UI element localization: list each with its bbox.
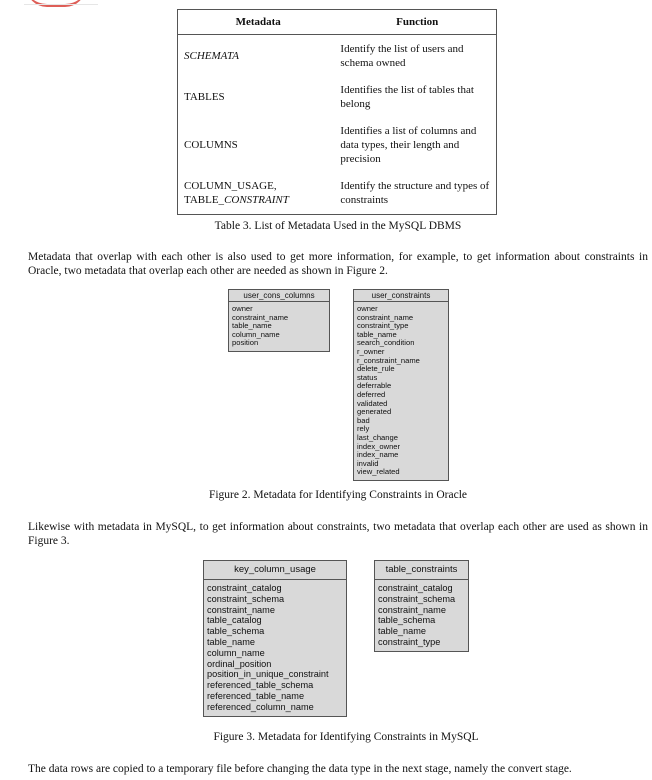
table-row bbox=[178, 117, 497, 173]
entity-field: table_name bbox=[357, 329, 397, 339]
entity-field: constraint_catalog bbox=[207, 583, 282, 593]
metadata-cell: SCHEMATA bbox=[184, 49, 239, 62]
entity-field: owner bbox=[357, 304, 378, 313]
entity-field: invalid bbox=[357, 458, 379, 468]
entity-field: table_name bbox=[232, 321, 272, 331]
entity-field: table_schema bbox=[207, 626, 265, 637]
paragraph: The data rows are copied to a temporary file before changing the data type in the next stage, namely the convert stage. bbox=[28, 763, 572, 775]
table-header-row bbox=[178, 10, 497, 35]
entity-field: index_name bbox=[357, 450, 399, 460]
entity-field: search_condition bbox=[357, 338, 415, 348]
entity-field: bad bbox=[357, 415, 370, 425]
entity-field: r_owner bbox=[357, 346, 385, 356]
entity-field: owner bbox=[232, 304, 253, 313]
entity-title: user_cons_columns bbox=[229, 290, 329, 302]
entity-user-constraints bbox=[353, 289, 449, 481]
entity-table-constraints bbox=[374, 560, 469, 652]
function-cell: Identify the list of users and schema owned bbox=[340, 42, 464, 69]
entity-field: table_schema bbox=[378, 615, 436, 626]
entity-field: constraint_name bbox=[207, 604, 275, 615]
figure-caption: Figure 2. Metadata for Identifying Constraints in Oracle bbox=[208, 489, 468, 501]
paragraph: Likewise with metadata in MySQL, to get information about constraints, two metadata that overlap each other are used as shown in Figure 3. bbox=[28, 521, 648, 547]
metadata-table bbox=[177, 9, 497, 215]
entity-field: validated bbox=[357, 398, 388, 408]
entity-field: table_name bbox=[378, 626, 427, 637]
entity-field: status bbox=[357, 372, 378, 382]
function-cell: Identifies the list of tables that belong bbox=[340, 83, 474, 110]
metadata-cell: TABLES bbox=[184, 90, 225, 103]
header-divider bbox=[24, 4, 98, 5]
paragraph: Metadata that overlap with each other is also used to get more information, for example, to get information about constraints in Oracle, two metadata that overlap each other are needed as shown in Figure 2. bbox=[28, 251, 648, 277]
entity-key-column-usage bbox=[203, 560, 347, 717]
entity-field: column_name bbox=[232, 329, 280, 339]
entity-field: referenced_table_name bbox=[207, 690, 305, 701]
entity-field: constraint_name bbox=[357, 312, 414, 322]
metadata-cell: COLUMNS bbox=[184, 138, 238, 151]
entity-field: position_in_unique_constraint bbox=[207, 669, 329, 680]
entity-field: view_related bbox=[357, 467, 400, 477]
entity-field-list bbox=[375, 580, 468, 648]
table-row bbox=[178, 35, 497, 77]
entity-field-list bbox=[354, 302, 448, 477]
entity-field: deferred bbox=[357, 389, 386, 399]
figure-caption: Figure 3. Metadata for Identifying Constraints in MySQL bbox=[213, 731, 479, 743]
function-cell: Identify the structure and types of constraints bbox=[340, 180, 490, 207]
entity-field: delete_rule bbox=[357, 364, 395, 374]
entity-field-list bbox=[204, 580, 346, 713]
entity-field: last_change bbox=[357, 432, 398, 442]
entity-field: constraint_type bbox=[357, 321, 409, 331]
entity-field: generated bbox=[357, 407, 392, 417]
entity-title: table_constraints bbox=[375, 561, 468, 580]
entity-field: ordinal_position bbox=[207, 658, 272, 669]
entity-field: position bbox=[232, 338, 259, 348]
metadata-line bbox=[184, 193, 332, 207]
entity-field: referenced_column_name bbox=[207, 701, 314, 712]
entity-field: constraint_type bbox=[378, 636, 441, 647]
entity-field: rely bbox=[357, 424, 370, 434]
entity-field: constraint_schema bbox=[378, 593, 456, 604]
column-header-metadata: Metadata bbox=[178, 10, 339, 35]
entity-user-cons-columns bbox=[228, 289, 330, 352]
entity-field: deferrable bbox=[357, 381, 392, 391]
table-row bbox=[178, 77, 497, 117]
entity-field-list bbox=[229, 302, 329, 348]
entity-title: key_column_usage bbox=[204, 561, 346, 580]
entity-field: r_constraint_name bbox=[357, 355, 420, 365]
metadata-suffix: CONSTRAINT bbox=[224, 194, 289, 207]
entity-field: table_name bbox=[207, 636, 256, 647]
table-row bbox=[178, 173, 497, 215]
entity-title: user_constraints bbox=[354, 290, 448, 302]
entity-field: constraint_schema bbox=[207, 593, 285, 604]
metadata-cell bbox=[178, 173, 339, 215]
entity-field: table_catalog bbox=[207, 615, 262, 626]
metadata-line: COLUMN_USAGE, bbox=[184, 180, 277, 193]
entity-field: constraint_name bbox=[378, 604, 446, 615]
entity-field: column_name bbox=[207, 647, 265, 658]
entity-field: constraint_name bbox=[232, 312, 289, 322]
entity-field: referenced_table_schema bbox=[207, 680, 314, 691]
entity-field: constraint_catalog bbox=[378, 583, 453, 593]
entity-field: index_owner bbox=[357, 441, 401, 451]
function-cell: Identifies a list of columns and data types, their length and precision bbox=[340, 124, 477, 165]
metadata-prefix: TABLE_ bbox=[184, 194, 225, 207]
table-caption: Table 3. List of Metadata Used in the MySQL DBMS bbox=[214, 220, 462, 232]
column-header-function: Function bbox=[338, 10, 496, 35]
